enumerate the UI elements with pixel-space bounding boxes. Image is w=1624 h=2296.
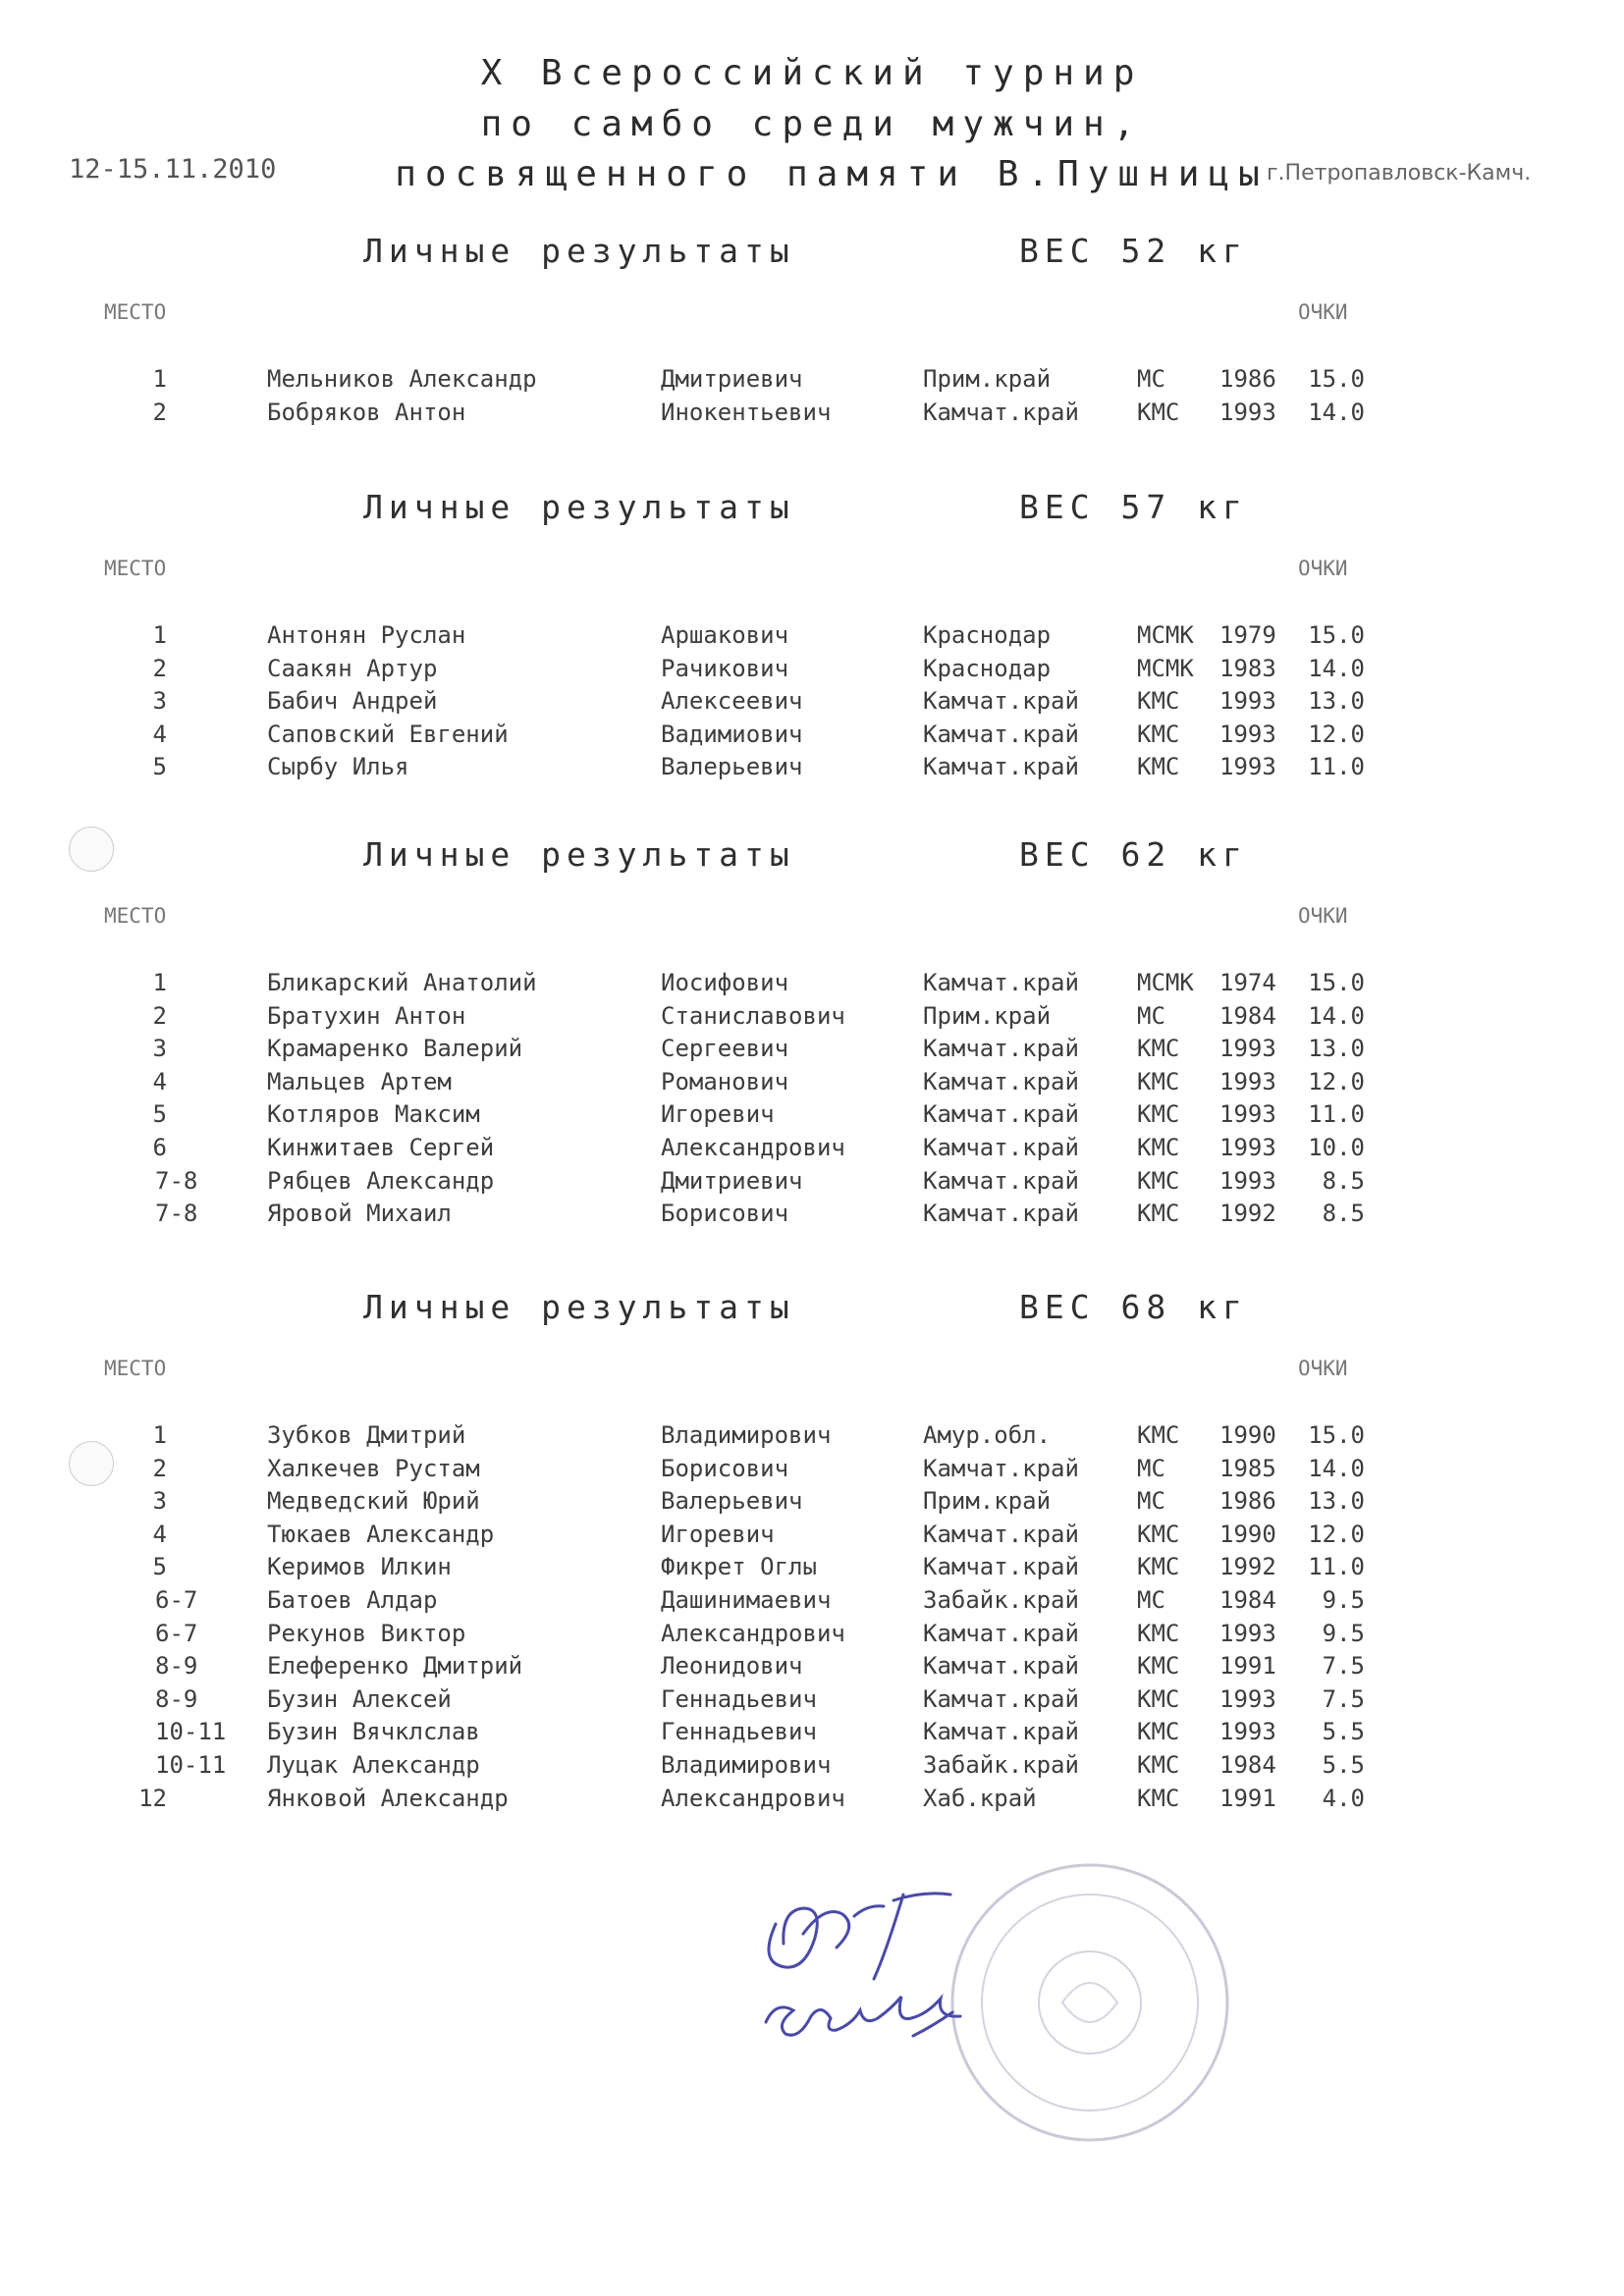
rank-cell: КМС [1137,398,1180,426]
points-cell: 11.0 [1308,1553,1365,1581]
rank-cell: МСМК [1137,654,1194,682]
birth-year-cell: 1993 [1219,720,1276,748]
athlete-name-cell: Кинжитаев Сергей [267,1134,495,1161]
section-weight: ВЕС 62 кг [1019,835,1248,874]
rank-cell: КМС [1137,720,1180,748]
rank-cell: МСМК [1137,621,1194,649]
birth-year-cell: 1990 [1219,1421,1276,1449]
region-cell: Камчат.край [923,1067,1079,1095]
birth-year-cell: 1992 [1219,1553,1276,1581]
title-line-2: по самбо среди мужчин, [480,104,1144,144]
patronymic-cell: Сергеевич [661,1035,789,1063]
rank-cell: МС [1137,1001,1165,1030]
rank-cell: МСМК [1137,969,1194,996]
place-cell: 5 [152,753,167,781]
place-cell: 3 [152,1487,167,1516]
points-cell: 7.5 [1322,1652,1365,1681]
region-cell: Камчат.край [923,1553,1079,1581]
tournament-dates: 12-15.11.2010 [69,154,277,185]
result-row [0,1455,1624,1488]
birth-year-cell: 1990 [1219,1520,1276,1548]
result-row [0,621,1624,655]
result-row [0,1167,1624,1201]
region-cell: Камчат.край [923,398,1079,426]
tournament-city: г.Петропавловск-Камч. [1267,161,1532,186]
points-cell: 14.0 [1308,398,1365,426]
patronymic-cell: Иосифович [661,969,789,996]
region-cell: Камчат.край [923,687,1079,716]
points-cell: 12.0 [1308,1067,1365,1095]
region-cell: Камчат.край [923,1684,1079,1713]
region-cell: Камчат.край [923,1454,1079,1482]
patronymic-cell: Александрович [661,1784,845,1812]
birth-year-cell: 1993 [1219,1134,1276,1161]
patronymic-cell: Валерьевич [661,753,803,781]
place-cell: 4 [152,1067,167,1095]
result-row [0,1586,1624,1620]
result-row [0,1718,1624,1751]
place-cell: 2 [152,1454,167,1482]
patronymic-cell: Аршакович [661,621,789,649]
result-row [0,365,1624,399]
region-cell: Камчат.край [923,720,1079,748]
patronymic-cell: Вадимиович [661,720,803,748]
athlete-name-cell: Халкечев Рустам [267,1454,480,1482]
region-cell: Забайк.край [923,1751,1079,1779]
points-cell: 11.0 [1308,753,1365,781]
athlete-name-cell: Рябцев Александр [267,1166,495,1195]
patronymic-cell: Дмитриевич [661,1166,803,1195]
birth-year-cell: 1993 [1219,1100,1276,1129]
patronymic-cell: Владимирович [661,1751,832,1779]
birth-year-cell: 1992 [1219,1200,1276,1228]
points-cell: 9.5 [1322,1586,1365,1614]
place-cell: 6 [152,1134,167,1161]
place-cell: 2 [152,654,167,682]
title-line-3: посвященного памяти В.Пушницы [395,154,1269,194]
region-cell: Прим.край [923,1487,1052,1516]
place-cell: 2 [152,1001,167,1030]
points-cell: 14.0 [1308,654,1365,682]
points-cell: 7.5 [1322,1684,1365,1713]
birth-year-cell: 1979 [1219,621,1276,649]
patronymic-cell: Рачикович [661,654,789,682]
points-cell: 15.0 [1308,621,1365,649]
punch-hole [69,827,114,872]
result-row [0,1521,1624,1554]
points-cell: 11.0 [1308,1100,1365,1129]
patronymic-cell: Игоревич [661,1520,775,1548]
region-cell: Камчат.край [923,1134,1079,1161]
rank-cell: КМС [1137,1652,1180,1681]
section-title: Личные результаты ВЕС 62 кг [363,835,1248,874]
points-cell: 5.5 [1322,1751,1365,1779]
place-cell: 4 [152,1520,167,1548]
section-title: Личные результаты ВЕС 57 кг [363,488,1248,526]
place-cell: 1 [152,969,167,996]
place-cell: 1 [152,621,167,649]
result-row [0,1553,1624,1586]
place-cell: 7-8 [155,1200,198,1228]
athlete-name-cell: Керимов Илкин [267,1553,452,1581]
rank-cell: КМС [1137,1166,1180,1195]
points-cell: 12.0 [1308,720,1365,748]
place-cell: 3 [152,687,167,716]
athlete-name-cell: Крамаренко Валерий [267,1035,523,1063]
rank-cell: КМС [1137,1751,1180,1779]
athlete-name-cell: Мельников Александр [267,365,537,393]
region-cell: Камчат.край [923,1100,1079,1129]
points-cell: 15.0 [1308,365,1365,393]
region-cell: Камчат.край [923,1166,1079,1195]
place-cell: 7-8 [155,1166,198,1195]
result-row [0,721,1624,754]
athlete-name-cell: Мальцев Артем [267,1067,452,1095]
column-header-place: МЕСТО [104,904,167,928]
place-cell: 8-9 [155,1652,198,1681]
points-cell: 12.0 [1308,1520,1365,1548]
section-title: Личные результаты ВЕС 52 кг [363,232,1248,270]
place-cell: 3 [152,1035,167,1063]
birth-year-cell: 1993 [1219,1166,1276,1195]
birth-year-cell: 1984 [1219,1001,1276,1030]
athlete-name-cell: Зубков Дмитрий [267,1421,466,1449]
place-cell: 4 [152,720,167,748]
patronymic-cell: Романович [661,1067,789,1095]
region-cell: Хаб.край [923,1784,1037,1812]
patronymic-cell: Дашинимаевич [661,1586,832,1614]
points-cell: 13.0 [1308,687,1365,716]
patronymic-cell: Геннадьевич [661,1718,817,1746]
result-row [0,1487,1624,1521]
result-row [0,1035,1624,1068]
patronymic-cell: Геннадьевич [661,1684,817,1713]
points-cell: 13.0 [1308,1487,1365,1516]
result-row [0,399,1624,432]
rank-cell: КМС [1137,753,1180,781]
birth-year-cell: 1993 [1219,1718,1276,1746]
result-row [0,1002,1624,1036]
athlete-name-cell: Рекунов Виктор [267,1619,466,1647]
athlete-name-cell: Медведский Юрий [267,1487,480,1516]
points-cell: 4.0 [1322,1784,1365,1812]
section-weight: ВЕС 57 кг [1019,488,1248,526]
place-cell: 6-7 [155,1619,198,1647]
rank-cell: КМС [1137,1520,1180,1548]
result-row [0,753,1624,786]
rank-cell: КМС [1137,1421,1180,1449]
rank-cell: МС [1137,365,1165,393]
athlete-name-cell: Сырбу Илья [267,753,409,781]
result-row [0,1620,1624,1653]
patronymic-cell: Дмитриевич [661,365,803,393]
birth-year-cell: 1993 [1219,753,1276,781]
result-row [0,1421,1624,1455]
points-cell: 15.0 [1308,1421,1365,1449]
patronymic-cell: Борисович [661,1200,789,1228]
column-header-place: МЕСТО [104,557,167,580]
result-row [0,969,1624,1002]
region-cell: Забайк.край [923,1586,1079,1614]
athlete-name-cell: Котляров Максим [267,1100,480,1129]
athlete-name-cell: Братухин Антон [267,1001,466,1030]
result-row [0,1134,1624,1167]
athlete-name-cell: Бузин Алексей [267,1684,452,1713]
athlete-name-cell: Бузин Вячклслав [267,1718,480,1746]
rank-cell: КМС [1137,1035,1180,1063]
patronymic-cell: Валерьевич [661,1487,803,1516]
result-row [0,1685,1624,1719]
points-cell: 8.5 [1322,1166,1365,1195]
place-cell: 10-11 [155,1751,227,1779]
signature-mark [746,1865,1001,2071]
patronymic-cell: Александрович [661,1619,845,1647]
birth-year-cell: 1993 [1219,1684,1276,1713]
region-cell: Амур.обл. [923,1421,1052,1449]
place-cell: 2 [152,398,167,426]
region-cell: Камчат.край [923,1035,1079,1063]
athlete-name-cell: Тюкаев Александр [267,1520,495,1548]
patronymic-cell: Инокентьевич [661,398,832,426]
place-cell: 10-11 [155,1718,227,1746]
patronymic-cell: Борисович [661,1454,789,1482]
result-row [0,655,1624,688]
rank-cell: КМС [1137,1784,1180,1812]
column-header-place: МЕСТО [104,1357,167,1380]
result-row [0,1652,1624,1685]
birth-year-cell: 1993 [1219,1619,1276,1647]
birth-year-cell: 1984 [1219,1586,1276,1614]
birth-year-cell: 1984 [1219,1751,1276,1779]
title-line-1: X Всероссийский турнир [480,53,1144,93]
column-header-points: ОЧКИ [1298,904,1348,928]
region-cell: Камчат.край [923,969,1079,996]
column-header-points: ОЧКИ [1298,1357,1348,1380]
result-row [0,1785,1624,1818]
birth-year-cell: 1986 [1219,1487,1276,1516]
region-cell: Прим.край [923,1001,1052,1030]
patronymic-cell: Станиславович [661,1001,845,1030]
birth-year-cell: 1986 [1219,365,1276,393]
birth-year-cell: 1993 [1219,687,1276,716]
punch-hole [69,1441,114,1486]
place-cell: 8-9 [155,1684,198,1713]
athlete-name-cell: Бобряков Антон [267,398,466,426]
points-cell: 14.0 [1308,1454,1365,1482]
column-header-points: ОЧКИ [1298,300,1348,324]
region-cell: Прим.край [923,365,1052,393]
athlete-name-cell: Луцак Александр [267,1751,480,1779]
athlete-name-cell: Янковой Александр [267,1784,509,1812]
points-cell: 13.0 [1308,1035,1365,1063]
result-row [0,1200,1624,1233]
region-cell: Камчат.край [923,1619,1079,1647]
birth-year-cell: 1993 [1219,398,1276,426]
rank-cell: КМС [1137,1684,1180,1713]
points-cell: 15.0 [1308,969,1365,996]
place-cell: 5 [152,1100,167,1129]
region-cell: Краснодар [923,654,1052,682]
patronymic-cell: Фикрет Оглы [661,1553,817,1581]
place-cell: 6-7 [155,1586,198,1614]
athlete-name-cell: Антонян Руслан [267,621,466,649]
result-row [0,1100,1624,1134]
result-row [0,1068,1624,1101]
birth-year-cell: 1991 [1219,1784,1276,1812]
points-cell: 8.5 [1322,1200,1365,1228]
rank-cell: МС [1137,1487,1165,1516]
section-weight: ВЕС 52 кг [1019,232,1248,270]
patronymic-cell: Владимирович [661,1421,832,1449]
result-row [0,1751,1624,1785]
region-cell: Камчат.край [923,1520,1079,1548]
athlete-name-cell: Бабич Андрей [267,687,438,716]
points-cell: 5.5 [1322,1718,1365,1746]
column-header-place: МЕСТО [104,300,167,324]
points-cell: 10.0 [1308,1134,1365,1161]
birth-year-cell: 1991 [1219,1652,1276,1681]
section-title: Личные результаты ВЕС 68 кг [363,1288,1248,1326]
region-cell: Краснодар [923,621,1052,649]
patronymic-cell: Алексеевич [661,687,803,716]
region-cell: Камчат.край [923,1718,1079,1746]
rank-cell: КМС [1137,1718,1180,1746]
athlete-name-cell: Яровой Михаил [267,1200,452,1228]
athlete-name-cell: Саповский Евгений [267,720,509,748]
section-weight: ВЕС 68 кг [1019,1288,1248,1326]
points-cell: 9.5 [1322,1619,1365,1647]
birth-year-cell: 1974 [1219,969,1276,996]
athlete-name-cell: Саакян Артур [267,654,438,682]
rank-cell: МС [1137,1586,1165,1614]
points-cell: 14.0 [1308,1001,1365,1030]
rank-cell: КМС [1137,1100,1180,1129]
region-cell: Камчат.край [923,1200,1079,1228]
rank-cell: МС [1137,1454,1165,1482]
patronymic-cell: Леонидович [661,1652,803,1681]
rank-cell: КМС [1137,1200,1180,1228]
athlete-name-cell: Елеференко Дмитрий [267,1652,523,1681]
athlete-name-cell: Батоев Алдар [267,1586,438,1614]
rank-cell: КМС [1137,1134,1180,1161]
birth-year-cell: 1985 [1219,1454,1276,1482]
rank-cell: КМС [1137,1553,1180,1581]
result-row [0,687,1624,721]
column-header-points: ОЧКИ [1298,557,1348,580]
rank-cell: КМС [1137,1067,1180,1095]
region-cell: Камчат.край [923,1652,1079,1681]
region-cell: Камчат.край [923,753,1079,781]
patronymic-cell: Игоревич [661,1100,775,1129]
rank-cell: КМС [1137,687,1180,716]
patronymic-cell: Александрович [661,1134,845,1161]
rank-cell: КМС [1137,1619,1180,1647]
place-cell: 12 [138,1784,167,1812]
birth-year-cell: 1983 [1219,654,1276,682]
birth-year-cell: 1993 [1219,1035,1276,1063]
birth-year-cell: 1993 [1219,1067,1276,1095]
place-cell: 5 [152,1553,167,1581]
athlete-name-cell: Бликарский Анатолий [267,969,537,996]
place-cell: 1 [152,1421,167,1449]
place-cell: 1 [152,365,167,393]
